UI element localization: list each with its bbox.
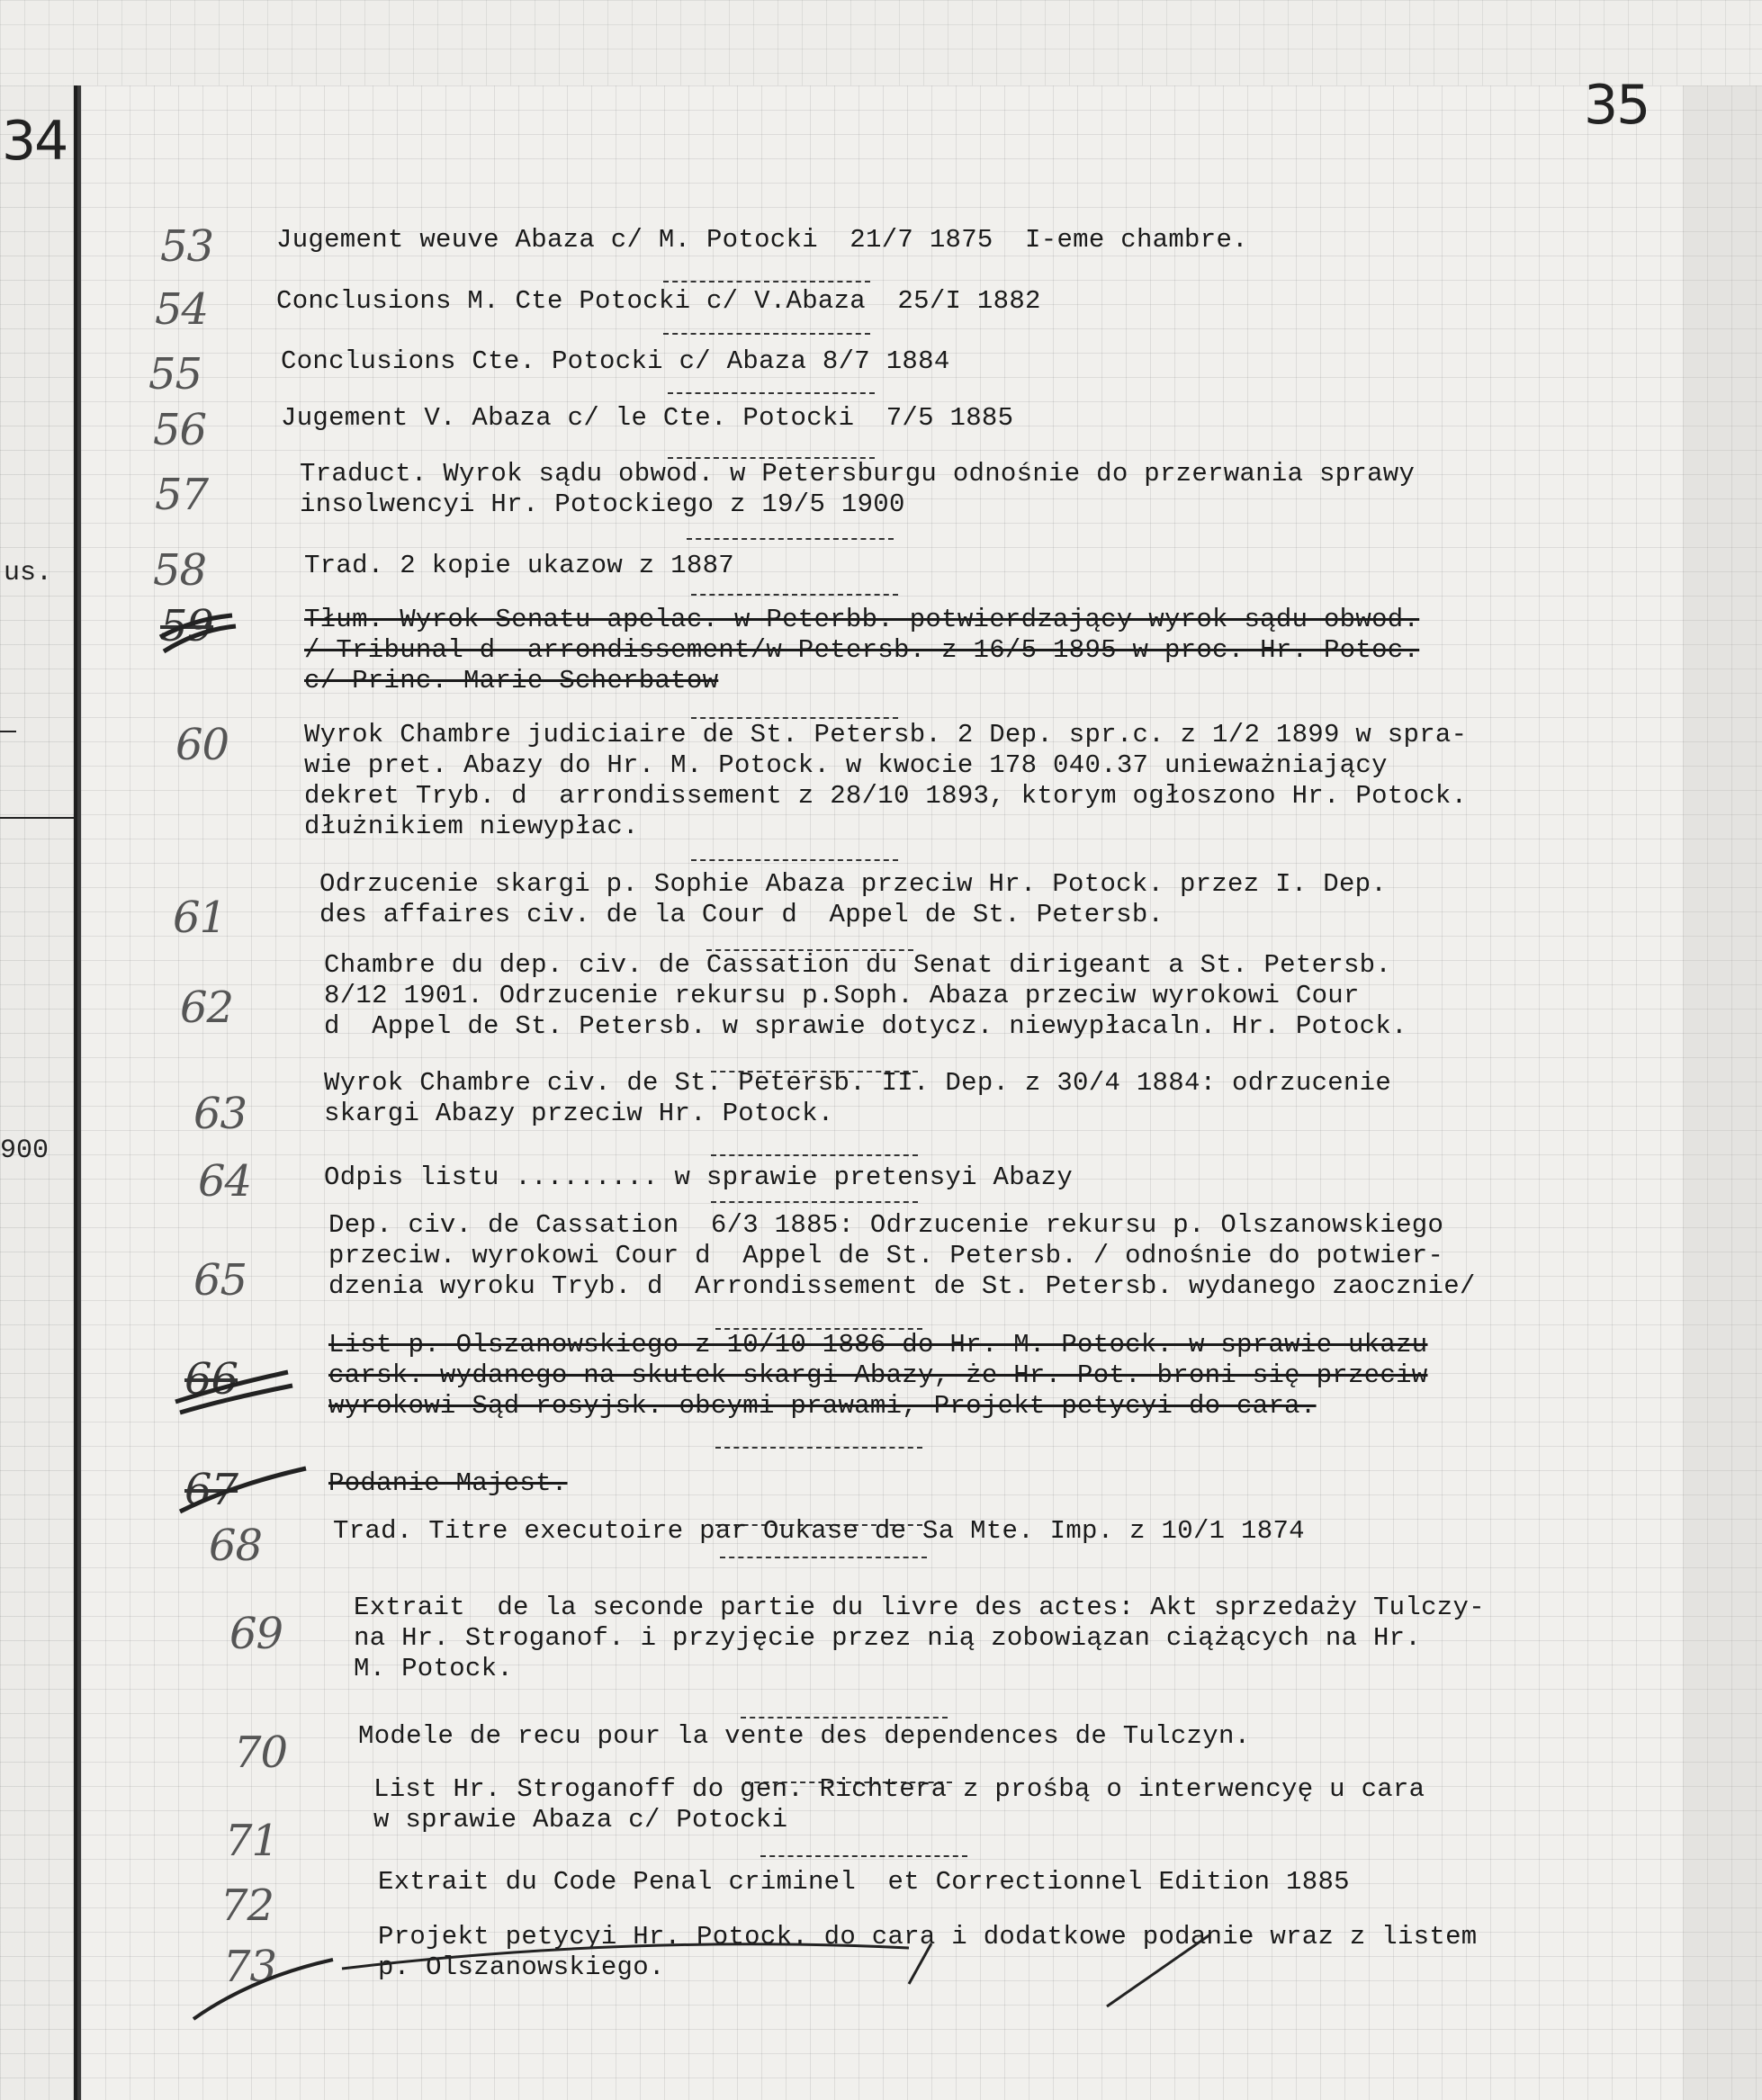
entry-line: Jugement V. Abaza c/ le Cte. Potocki 7/5 1885	[281, 403, 1014, 433]
entry-line: Jugement weuve Abaza c/ M. Potocki 21/7 1875 I-eme chambre.	[276, 225, 1248, 255]
entry-number: 60	[175, 720, 229, 770]
entry-separator	[691, 594, 898, 596]
entry-line: dłużnikiem niewypłac.	[304, 812, 639, 841]
entry-separator	[715, 1447, 922, 1449]
left-page-mark	[0, 817, 74, 819]
entry-number: 67	[184, 1465, 238, 1515]
entry-separator	[760, 1855, 967, 1857]
entry-line: List Hr. Stroganoff do gen. Richtera z prośbą o interwencyę u cara	[373, 1774, 1425, 1804]
entry	[358, 1721, 1250, 1752]
entry-separator	[663, 281, 870, 283]
entry-line: insolwencyi Hr. Potockiego z 19/5 1900	[300, 489, 905, 519]
entry-line: Projekt petycyi Hr. Potock. do cara i dodatkowe podanie wraz z listem	[378, 1922, 1478, 1952]
entry-line: List p. Olszanowskiego z 10/10 1886 do Hr. M. Potock. w sprawie ukazu	[328, 1330, 1428, 1360]
struck-entry	[328, 1468, 568, 1499]
entry-line: Traduct. Wyrok sądu obwod. w Petersburgu odnośnie do przerwania sprawy	[300, 459, 1416, 489]
previous-page-edge	[0, 85, 77, 2100]
entry-line: skargi Abazy przeciw Hr. Potock.	[324, 1099, 834, 1128]
entry-number: 65	[193, 1255, 247, 1306]
entry	[276, 225, 1248, 256]
struck-entry	[328, 1330, 1428, 1422]
entry-number: 63	[193, 1089, 247, 1139]
entry-line: dzenia wyroku Tryb. d Arrondissement de St. Petersb. wydanego zaocznie/	[328, 1271, 1476, 1301]
entry	[333, 1516, 1305, 1547]
entry-line: p. Olszanowskiego.	[378, 1952, 665, 1982]
entry	[304, 551, 734, 581]
entry-number: 72	[220, 1880, 274, 1931]
entry-line: d Appel de St. Petersb. w sprawie dotycz. niewypłacaln. Hr. Potock.	[324, 1011, 1407, 1041]
entry-line: 8/12 1901. Odrzucenie rekursu p.Soph. Abaza przeciw wyrokowi Cour	[324, 981, 1360, 1010]
entry-number: 68	[209, 1521, 263, 1571]
left-page-fragment: 900	[0, 1135, 49, 1166]
entry-separator	[711, 1154, 918, 1156]
entry	[378, 1922, 1478, 1983]
entry-number: 56	[153, 405, 207, 455]
entry	[300, 459, 1415, 520]
struck-entry	[304, 605, 1419, 696]
entry-line: Extrait du Code Penal criminel et Correctionnel Edition 1885	[378, 1867, 1350, 1897]
entry-separator	[741, 1717, 948, 1719]
entry-line: przeciw. wyrokowi Cour d Appel de St. Petersb. / odnośnie do potwier-	[328, 1241, 1444, 1270]
page-right-margin	[1683, 85, 1762, 2100]
entry-number: 57	[155, 470, 209, 520]
entry-line: carsk. wydanego na skutek skargi Abazy, że Hr. Pot. broni się przeciw	[328, 1360, 1428, 1390]
entry-line: Odpis listu ......... w sprawie pretensyi Abazy	[324, 1162, 1074, 1192]
entry-line: dekret Tryb. d arrondissement z 28/10 1893, ktorym ogłoszono Hr. Potock.	[304, 781, 1468, 811]
entry-separator	[663, 333, 870, 335]
page-top-edge	[0, 0, 1762, 85]
entry-separator	[691, 717, 898, 719]
entry-number: 61	[173, 893, 227, 943]
entry-line: Extrait de la seconde partie du livre des actes: Akt sprzedaży Tulczy-	[354, 1593, 1485, 1622]
entry-number: 69	[229, 1609, 283, 1659]
entry-line: Modele de recu pour la vente des dependences de Tulczyn.	[358, 1721, 1251, 1751]
entry-line: des affaires civ. de la Cour d Appel de St. Petersb.	[319, 900, 1164, 929]
entry-line: wie pret. Abazy do Hr. M. Potock. w kwocie 178 040.37 unieważniający	[304, 750, 1388, 780]
entry-number: 64	[198, 1156, 252, 1207]
entry-separator	[711, 1201, 918, 1203]
entry-line: Trad. 2 kopie ukazow z 1887	[304, 551, 734, 580]
entry-line: na Hr. Stroganof. i przyjęcie przez nią zobowiązan ciążących na Hr.	[354, 1623, 1422, 1653]
entry-number: 71	[225, 1816, 279, 1866]
entry-line: Wyrok Chambre civ. de St. Petersb. II. Dep. z 30/4 1884: odrzucenie	[324, 1068, 1392, 1098]
entry	[328, 1210, 1476, 1302]
entry	[324, 1068, 1391, 1129]
left-page-mark	[0, 731, 16, 732]
entry-line: wyrokowi Sąd rosyjsk. obcymi prawami, Projekt petycyi do cara.	[328, 1391, 1317, 1421]
entry-line: Conclusions Cte. Potocki c/ Abaza 8/7 1884	[281, 346, 950, 376]
entry-line: c/ Princ. Marie Scherbatow	[304, 666, 719, 696]
entry-number: 59	[160, 601, 214, 651]
entry-number: 70	[234, 1728, 288, 1778]
entry-number: 73	[223, 1942, 277, 1992]
entry-number: 54	[155, 284, 209, 335]
entry-line: Dep. civ. de Cassation 6/3 1885: Odrzucenie rekursu p. Olszanowskiego	[328, 1210, 1444, 1240]
entry-number: 55	[148, 349, 202, 399]
entry-separator	[691, 859, 898, 861]
entry-separator	[668, 392, 875, 394]
entry	[324, 950, 1407, 1042]
entry-line: Podanie Majest.	[328, 1468, 568, 1498]
entry-line: Wyrok Chambre judiciaire de St. Petersb. 2 Dep. spr.c. z 1/2 1899 w spra-	[304, 720, 1468, 749]
entry	[324, 1162, 1073, 1193]
entry-number: 62	[180, 983, 234, 1033]
entry-separator	[720, 1557, 927, 1558]
page-number: 35	[1584, 74, 1650, 137]
entry	[281, 403, 1013, 434]
entry-line: / Tribunal d arrondissement/w Petersb. z 16/5 1895 w proc. Hr. Potoc.	[304, 635, 1420, 665]
entry-line: Conclusions M. Cte Potocki c/ V.Abaza 25/I 1882	[276, 286, 1041, 316]
entry-line: Tłum. Wyrok Senatu apelac. w Peterbb. potwierdzający wyrok sądu obwod.	[304, 605, 1420, 634]
entry-line: Trad. Titre executoire par Oukase de Sa Mte. Imp. z 10/1 1874	[333, 1516, 1305, 1546]
entry	[354, 1593, 1485, 1684]
entry-line: w sprawie Abaza c/ Potocki	[373, 1805, 788, 1835]
entry	[304, 720, 1467, 842]
left-page-number: 34	[2, 110, 67, 173]
entry-line: Odrzucenie skargi p. Sophie Abaza przeciw Hr. Potock. przez I. Dep.	[319, 869, 1388, 899]
left-page-fragment: us.	[4, 558, 53, 588]
entry	[319, 869, 1387, 930]
entry-line: M. Potock.	[354, 1654, 514, 1683]
entry	[378, 1867, 1350, 1898]
entry-number: 53	[160, 221, 214, 272]
entry-number: 58	[153, 545, 207, 596]
entry	[281, 346, 950, 377]
entry-number: 66	[184, 1354, 238, 1404]
entry	[373, 1774, 1425, 1835]
entry-separator	[687, 538, 894, 540]
entry-line: Chambre du dep. civ. de Cassation du Senat dirigeant a St. Petersb.	[324, 950, 1392, 980]
entry	[276, 286, 1041, 317]
